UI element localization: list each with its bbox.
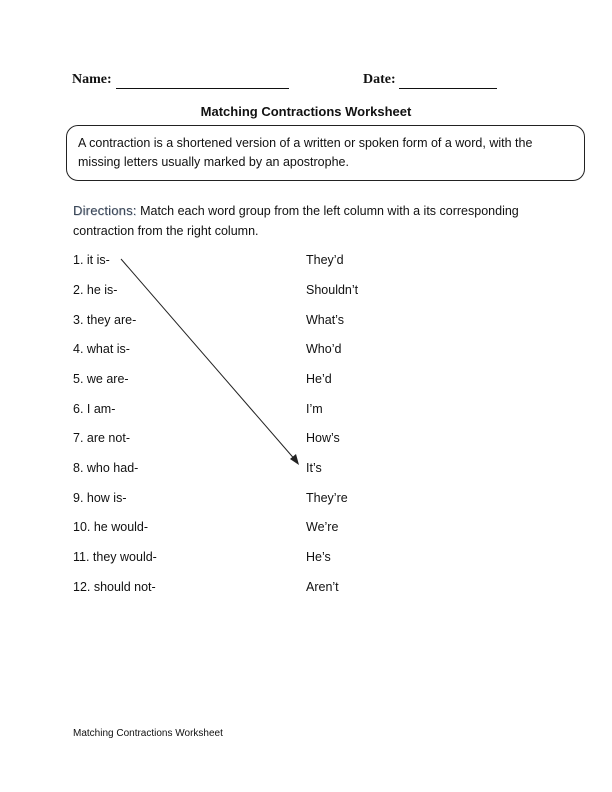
right-item-9: They’re [306, 491, 348, 505]
right-item-8: It’s [306, 461, 322, 475]
right-item-7: How’s [306, 431, 340, 445]
left-item-12: 12. should not- [73, 580, 156, 594]
directions-label: Directions: [73, 203, 137, 218]
directions-text: Match each word group from the left column with a its corresponding contraction from the right column. [73, 204, 519, 238]
left-item-9: 9. how is- [73, 491, 127, 505]
right-item-5: He’d [306, 372, 332, 386]
right-item-10: We’re [306, 520, 339, 534]
left-item-7: 7. are not- [73, 431, 130, 445]
right-item-1: They’d [306, 253, 344, 267]
arrow-line [121, 259, 297, 462]
right-item-11: He’s [306, 550, 331, 564]
left-item-4: 4. what is- [73, 342, 130, 356]
right-item-2: Shouldn’t [306, 283, 359, 297]
right-item-4: Who’d [306, 342, 342, 356]
right-item-3: What’s [306, 313, 344, 327]
footer-text: Matching Contractions Worksheet [73, 728, 223, 739]
left-item-2: 2. he is- [73, 283, 118, 297]
right-item-12: Aren’t [306, 580, 339, 594]
name-label: Name: [72, 72, 112, 87]
left-item-6: 6. I am- [73, 402, 116, 416]
worksheet-title: Matching Contractions Worksheet [200, 104, 412, 119]
left-item-5: 5. we are- [73, 372, 129, 386]
left-item-10: 10. he would- [73, 520, 149, 534]
date-label: Date: [363, 72, 396, 87]
left-item-1: 1. it is- [73, 253, 110, 267]
left-item-11: 11. they would- [73, 550, 157, 564]
left-item-8: 8. who had- [73, 461, 139, 475]
definition-text: A contraction is a shortened version of a written or spoken form of a word, with the missing letters usually marked by an apostrophe. [78, 136, 533, 169]
right-item-6: I’m [306, 402, 323, 416]
left-item-3: 3. they are- [73, 313, 137, 327]
